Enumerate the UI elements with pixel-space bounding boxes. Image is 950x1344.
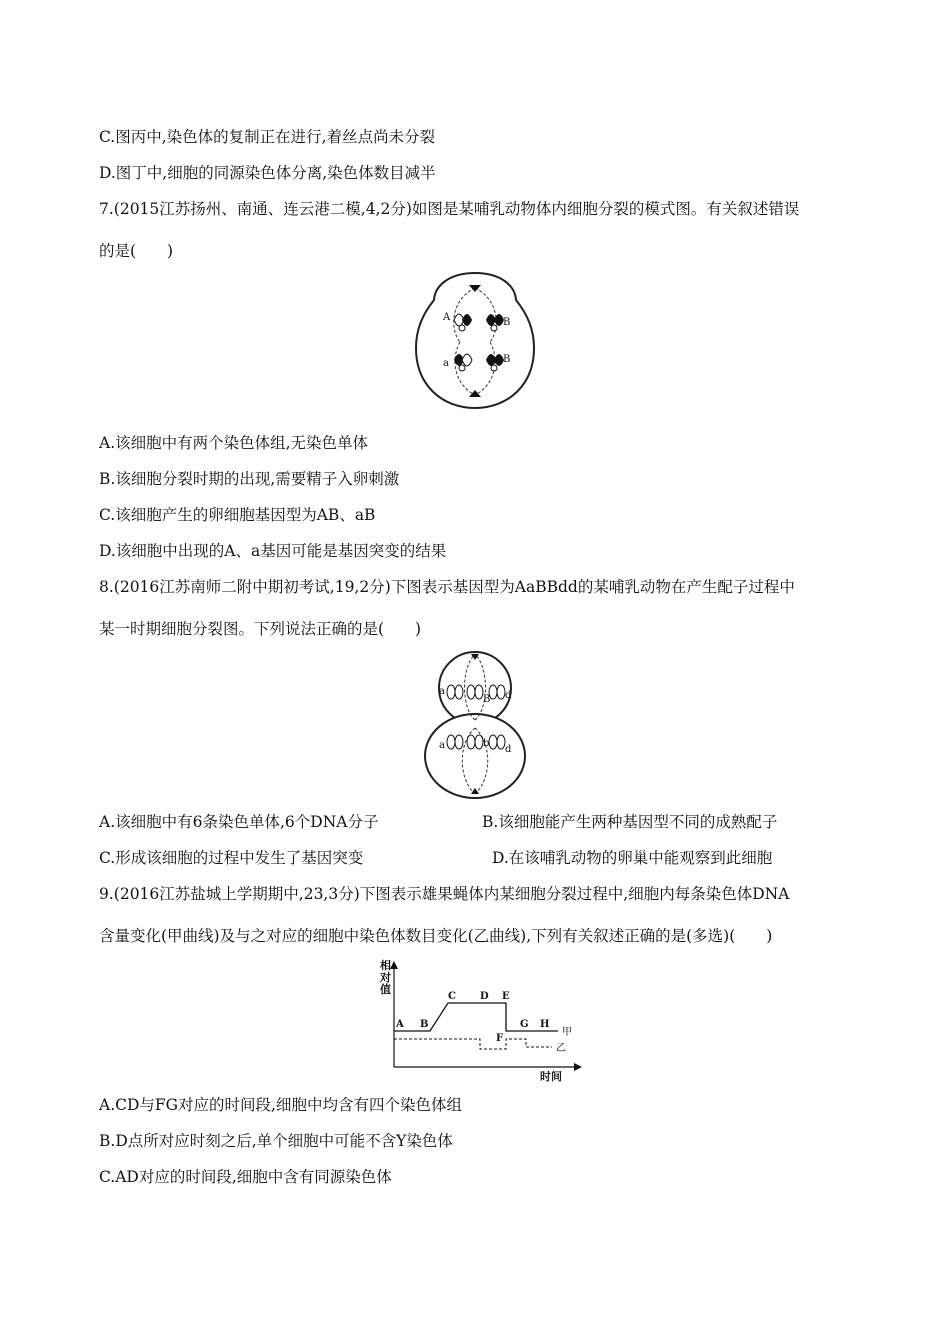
figure-7-cell <box>410 270 540 418</box>
fig9-point-b: B <box>420 1019 429 1030</box>
fig7-label-4: B <box>503 354 511 365</box>
fig9-ylabel-1: 相 <box>380 959 391 972</box>
fig9-ylabel-2: 对 <box>380 971 391 984</box>
q7-option-c: C.该细胞产生的卵细胞基因型为AB、aB <box>99 506 376 524</box>
q9-stem-line2: 含量变化(甲曲线)及与之对应的细胞中染色体数目变化(乙曲线),下列有关叙述正确的是(多选)( ) <box>99 927 773 945</box>
fig8-label-6: d <box>505 744 512 755</box>
fig9-point-d: D <box>480 991 489 1002</box>
q9-option-a: A.CD与FG对应的时间段,细胞中均含有四个染色体组 <box>99 1096 462 1114</box>
fig8-label-1: a <box>439 686 445 697</box>
fig9-ylabel-3: 值 <box>380 983 391 996</box>
q9-stem-line1: 9.(2016江苏盐城上学期期中,23,3分)下图表示雄果蝇体内某细胞分裂过程中,细胞内每条染色体DNA <box>99 885 790 903</box>
fig7-label-1: A <box>443 312 451 323</box>
q8-option-d: D.在该哺乳动物的卵巢中能观察到此细胞 <box>492 849 773 867</box>
fig9-series-jia: 甲 <box>562 1027 572 1038</box>
q8-stem-line1: 8.(2016江苏南师二附中期初考试,19,2分)下图表示基因型为AaBBdd的某哺乳动物在产生配子过程中 <box>99 578 795 596</box>
q8-stem-line2: 某一时期细胞分裂图。下列说法正确的是( ) <box>99 620 422 638</box>
fig8-label-3: d <box>505 690 512 701</box>
fig8-label-5: b <box>483 738 490 749</box>
q8-option-c: C.形成该细胞的过程中发生了基因突变 <box>99 849 364 867</box>
q9-option-c: C.AD对应的时间段,细胞中含有同源染色体 <box>99 1168 392 1186</box>
q7-option-d: D.该细胞中出现的A、a基因可能是基因突变的结果 <box>99 542 447 560</box>
figure-8-cell <box>423 648 528 804</box>
fig9-point-g: G <box>520 1019 529 1030</box>
fig7-label-3: a <box>443 358 449 369</box>
fig9-point-e: E <box>502 991 510 1002</box>
q7-stem-line1: 7.(2015江苏扬州、南通、连云港二模,4,2分)如图是某哺乳动物体内细胞分裂的模式图。有关叙述错误 <box>99 200 800 218</box>
fig7-label-2: B <box>503 317 511 328</box>
q8-option-a: A.该细胞中有6条染色单体,6个DNA分子 <box>99 813 379 831</box>
fig8-label-4: a <box>439 740 445 751</box>
q7-option-a: A.该细胞中有两个染色体组,无染色单体 <box>99 434 369 452</box>
q6-option-d: D.图丁中,细胞的同源染色体分离,染色体数目减半 <box>99 164 436 182</box>
q9-option-b: B.D点所对应时刻之后,单个细胞中可能不含Y染色体 <box>99 1132 453 1150</box>
fig9-xlabel: 时间 <box>540 1070 562 1083</box>
fig9-series-yi: 乙 <box>556 1043 566 1054</box>
fig8-label-2: B <box>483 694 491 705</box>
fig9-point-a: A <box>396 1019 404 1030</box>
fig9-point-c: C <box>448 991 456 1002</box>
q7-stem-line2: 的是( ) <box>99 242 174 260</box>
fig9-point-h: H <box>540 1019 550 1030</box>
q8-option-b: B.该细胞能产生两种基因型不同的成熟配子 <box>482 813 778 831</box>
figure-9-graph <box>376 955 591 1087</box>
q7-option-b: B.该细胞分裂时期的出现,需要精子入卵刺激 <box>99 470 400 488</box>
q6-option-c: C.图丙中,染色体的复制正在进行,着丝点尚未分裂 <box>99 128 436 146</box>
fig9-point-f: F <box>496 1033 504 1044</box>
